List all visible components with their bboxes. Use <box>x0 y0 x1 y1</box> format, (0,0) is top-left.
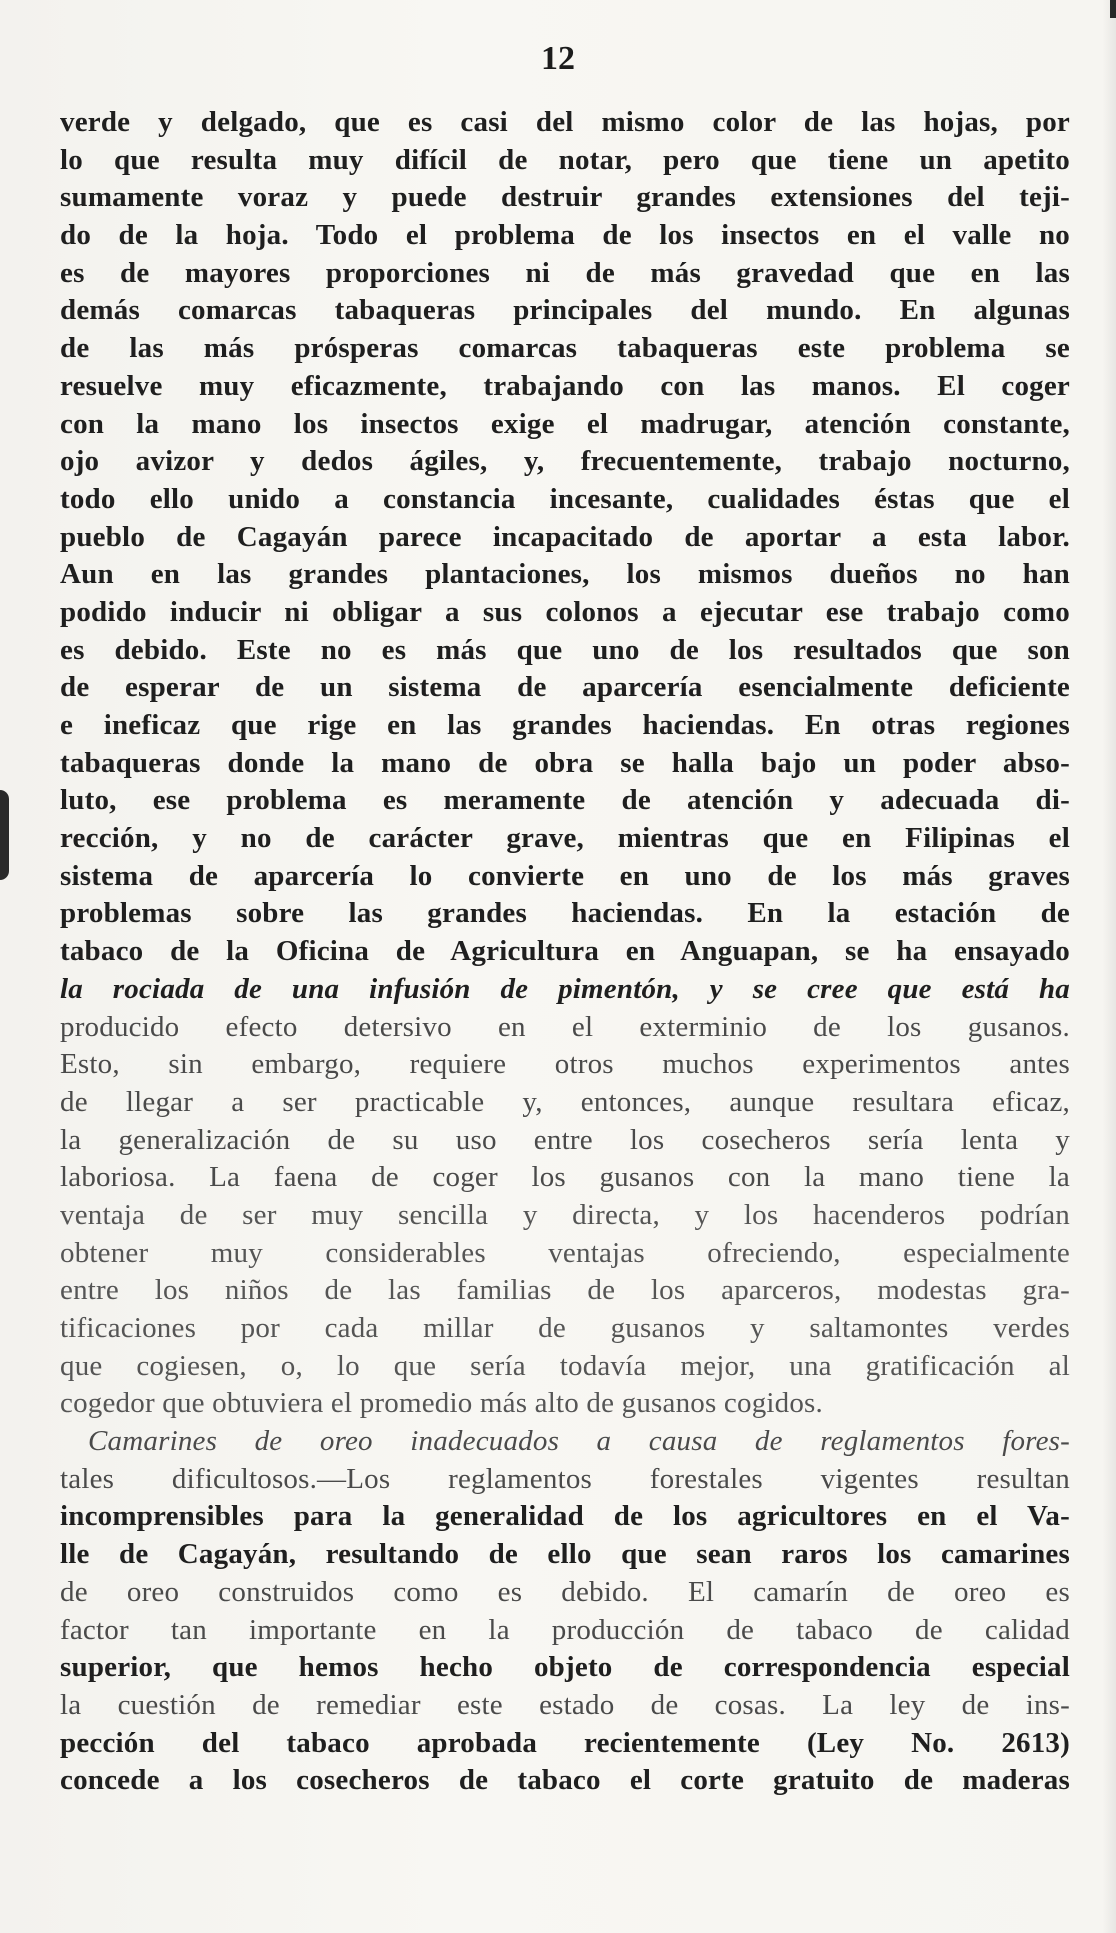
text-line: lle de Cagayán, resultando de ello que sean raros los camarines <box>60 1538 1070 1571</box>
text-line: que cogiesen, o, lo que sería todavía mejor, una gratificación al <box>60 1349 1070 1382</box>
text-line: sumamente voraz y puede destruir grandes extensiones del teji- <box>60 181 1070 214</box>
text-line: podido inducir ni obligar a sus colonos a ejecutar ese trabajo como <box>60 595 1070 628</box>
text-line: la rociada de una infusión de pimentón, y se cree que está ha <box>60 972 1070 1005</box>
text-line: verde y delgado, que es casi del mismo color de las hojas, por <box>60 106 1070 138</box>
text-line: obtener muy considerables ventajas ofreciendo, especialmente <box>60 1236 1070 1269</box>
text-line: problemas sobre las grandes haciendas. En la estación de <box>60 897 1070 930</box>
text-line: Aun en las grandes plantaciones, los mismos dueños no han <box>60 558 1070 591</box>
text-line: demás comarcas tabaqueras principales del mundo. En algunas <box>60 294 1070 327</box>
text-line: incomprensibles para la generalidad de los agricultores en el Va- <box>60 1500 1070 1533</box>
text-line: de las más prósperas comarcas tabaqueras este problema se <box>60 332 1070 365</box>
body-text <box>60 104 1070 1800</box>
text-line: sistema de aparcería lo convierte en uno de los más graves <box>60 859 1070 892</box>
text-line: producido efecto detersivo en el exterminio de los gusanos. <box>60 1010 1070 1043</box>
text-line: e ineficaz que rige en las grandes haciendas. En otras regiones <box>60 709 1070 741</box>
text-line: la cuestión de remediar este estado de cosas. La ley de ins- <box>60 1688 1070 1721</box>
text-line: resuelve muy eficazmente, trabajando con las manos. El coger <box>60 369 1070 402</box>
text-line: de oreo construidos como es debido. El camarín de oreo es <box>60 1575 1070 1608</box>
text-line: tabaqueras donde la mano de obra se halla bajo un poder abso- <box>60 746 1070 779</box>
text-line: tabaco de la Oficina de Agricultura en Anguapan, se ha ensayado <box>60 935 1070 968</box>
text-line: lo que resulta muy difícil de notar, pero que tiene un apetito <box>60 143 1070 176</box>
text-line: Esto, sin embargo, requiere otros muchos experimentos antes <box>60 1048 1070 1081</box>
text-line: todo ello unido a constancia incesante, cualidades éstas que el <box>60 482 1070 515</box>
text-line: cogedor que obtuviera el promedio más alto de gusanos cogidos. <box>60 1387 823 1420</box>
section-heading-line: Camarines de oreo inadecuados a causa de reglamentos fores- <box>88 1425 1070 1458</box>
page-number: 12 <box>541 40 575 77</box>
text-line: pección del tabaco aprobada recientemente (Ley No. 2613) <box>60 1726 1070 1759</box>
text-line: tificaciones por cada millar de gusanos y saltamontes verdes <box>60 1312 1070 1344</box>
text-line: de esperar de un sistema de aparcería esencialmente deficiente <box>60 671 1070 704</box>
text-line: concede a los cosecheros de tabaco el corte gratuito de maderas <box>60 1764 1070 1797</box>
text-line: luto, ese problema es meramente de atención y adecuada di- <box>60 784 1070 817</box>
text-line: es debido. Este no es más que uno de los resultados que son <box>60 633 1070 666</box>
text-line: laboriosa. La faena de coger los gusanos con la mano tiene la <box>60 1161 1070 1194</box>
text-line: entre los niños de las familias de los aparceros, modestas gra- <box>60 1274 1070 1307</box>
text-line: ventaja de ser muy sencilla y directa, y los hacenderos podrían <box>60 1198 1070 1231</box>
text-line: factor tan importante en la producción de tabaco de calidad <box>60 1613 1070 1646</box>
text-line: la generalización de su uso entre los cosecheros sería lenta y <box>60 1123 1070 1156</box>
text-line: es de mayores proporciones ni de más gravedad que en las <box>60 256 1070 289</box>
text-line: superior, que hemos hecho objeto de correspondencia especial <box>60 1651 1070 1684</box>
text-line: rección, y no de carácter grave, mientras que en Filipinas el <box>60 822 1070 855</box>
text-line: pueblo de Cagayán parece incapacitado de aportar a esta labor. <box>60 520 1070 553</box>
text-line: tales dificultosos.—Los reglamentos forestales vigentes resultan <box>60 1462 1070 1495</box>
text-line: ojo avizor y dedos ágiles, y, frecuentemente, trabajo nocturno, <box>60 445 1070 478</box>
text-line: con la mano los insectos exige el madrugar, atención constante, <box>60 407 1070 440</box>
scan-binding-mark <box>0 790 9 880</box>
page-edge-shadow <box>1102 0 1116 1933</box>
text-line: do de la hoja. Todo el problema de los insectos en el valle no <box>60 219 1070 252</box>
text-line: de llegar a ser practicable y, entonces, aunque resultara eficaz, <box>60 1085 1070 1118</box>
